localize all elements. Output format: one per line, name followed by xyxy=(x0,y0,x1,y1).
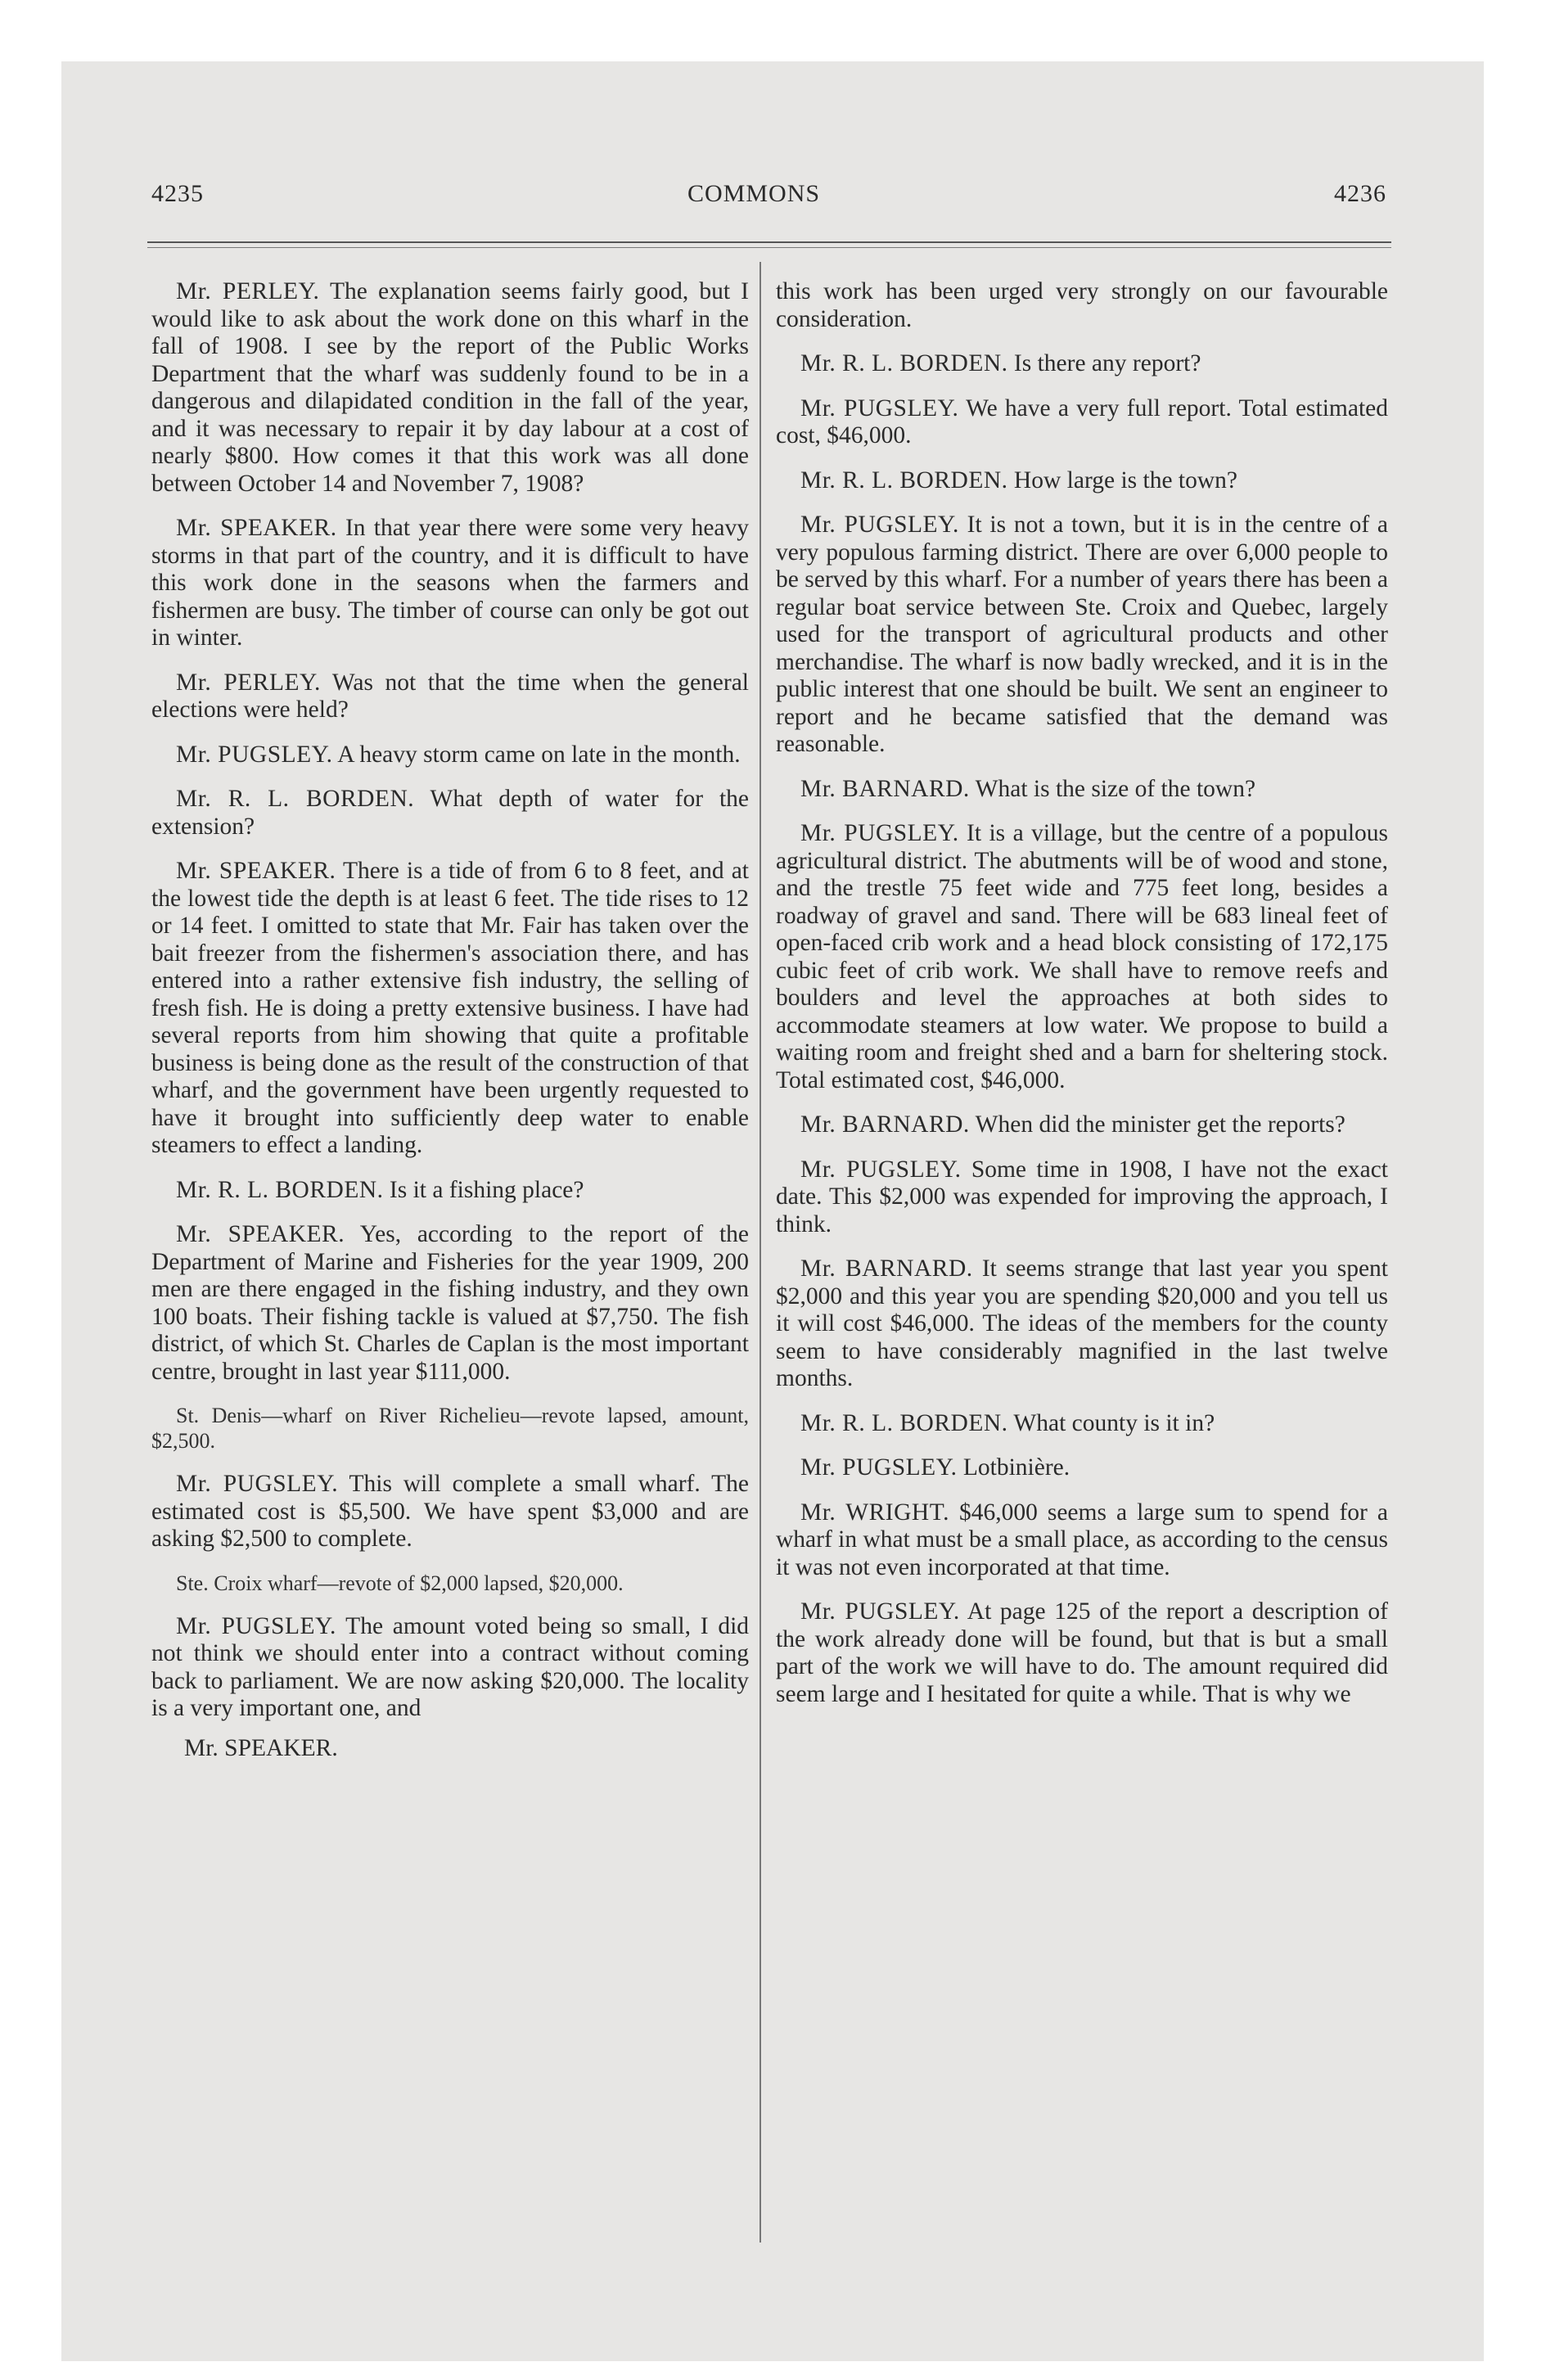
speech-paragraph xyxy=(776,395,1388,450)
estimate-item: Ste. Croix wharf—revote of $2,000 lapsed, $20,000. xyxy=(176,1571,624,1595)
trailing-speaker: Mr. SPEAKER. xyxy=(184,1734,338,1761)
speaker-name: Mr. WRIGHT. xyxy=(800,1499,949,1526)
speaker-name: Mr. PERLEY. xyxy=(176,278,320,304)
speech-paragraph xyxy=(776,1499,1388,1582)
speech-paragraph xyxy=(776,1598,1388,1708)
speaker-name: Mr. R. L. BORDEN. xyxy=(800,1409,1008,1436)
estimate-item: St. Denis—wharf on River Richelieu—revote lapsed, amount, $2,500. xyxy=(151,1404,749,1453)
speech-paragraph xyxy=(776,1454,1388,1482)
speech-text: What depth of water for the extension? xyxy=(151,786,749,840)
page-title: COMMONS xyxy=(687,180,821,207)
speech-text: It seems strange that last year you spent $2,000 and this year you are spending $20,000 and you tell us it will cost $46,000. The ideas of the members for the county seem to have considerably magnified in the last twelve months. xyxy=(776,1255,1388,1391)
speaker-name: Mr. BARNARD. xyxy=(800,1255,973,1282)
speaker-name: Mr. BARNARD. xyxy=(800,1111,970,1138)
speech-text: Lotbinière. xyxy=(962,1454,1070,1481)
speaker-name: Mr. PUGSLEY. xyxy=(176,1471,339,1497)
speech-paragraph xyxy=(151,1221,749,1386)
speaker-name: Mr. PUGSLEY. xyxy=(176,741,333,768)
speech-paragraph xyxy=(776,1255,1388,1393)
speech-text: Is it a fishing place? xyxy=(389,1176,584,1203)
left-column xyxy=(151,278,749,1779)
speech-paragraph xyxy=(151,858,749,1160)
speech-text: At page 125 of the report a description of the work already done will be found, but that is but a small part of the work we will have to do. The amount required did seem large and I hesitated for quite a while. That is why we xyxy=(776,1598,1388,1707)
speech-text: What county is it in? xyxy=(1013,1409,1215,1436)
speech-text: $46,000 seems a large sum to spend for a wharf in what must be a small place, as according to the census it was not even incorporated at that time. xyxy=(776,1499,1388,1580)
speech-paragraph xyxy=(151,786,749,841)
speaker-name: Mr. PERLEY. xyxy=(176,669,321,696)
speech-text: Some time in 1908, I have not the exact date. This $2,000 was expended for improving the approach, I think. xyxy=(776,1156,1388,1237)
header-rule xyxy=(147,241,1391,243)
speaker-name: Mr. SPEAKER. xyxy=(176,515,337,541)
speaker-name: Mr. PUGSLEY. xyxy=(800,512,959,538)
speaker-name: Mr. PUGSLEY. xyxy=(800,1598,960,1625)
speech-text: Was not that the time when the general elections were held? xyxy=(151,669,750,723)
speech-text: The explanation seems fairly good, but I would like to ask about the work done on this wharf in the fall of 1908. I see by the report of the Public Works Department that the wharf was suddenly found to be in a dangerous and dilapidated condition in the fall of the year, and it was necessary to repair it by day labour at a cost of nearly $800. How comes it that this work was all done between October 14 and November 7, 1908? xyxy=(151,278,750,497)
speaker-name: Mr. SPEAKER. xyxy=(176,1221,345,1247)
left-page-number: 4235 xyxy=(151,180,204,207)
speech-paragraph xyxy=(151,1471,749,1553)
speech-paragraph xyxy=(776,820,1388,1094)
speaker-name: Mr. PUGSLEY. xyxy=(176,1612,336,1639)
speech-paragraph xyxy=(776,467,1388,495)
speech-text: A heavy storm came on late in the month. xyxy=(337,741,741,768)
speech-paragraph xyxy=(151,669,749,724)
speaker-name: Mr. PUGSLEY. xyxy=(800,1454,958,1481)
speech-text: In that year there were some very heavy storms in that part of the country, and it is difficult to have this work done in the seasons when the farmers and fishermen are busy. The timber of course can only be got out in winter. xyxy=(151,515,750,651)
speech-paragraph xyxy=(151,1177,749,1205)
speaker-name: Mr. BARNARD. xyxy=(800,775,970,802)
speech-text: The amount voted being so small, I did not think we should enter into a contract without coming back to parliament. We are now asking $20,000. The locality is a very important one, and xyxy=(151,1612,750,1721)
speech-paragraph xyxy=(776,278,1388,333)
speech-text: This will complete a small wharf. The estimated cost is $5,500. We have spent $3,000 and are asking $2,500 to complete. xyxy=(151,1471,750,1552)
speaker-name: Mr. PUGSLEY. xyxy=(800,1156,962,1183)
speech-text: There is a tide of from 6 to 8 feet, and at the lowest tide the depth is at least 6 feet. The tide rises to 12 or 14 feet. I omitted to state that Mr. Fair has taken over the bait freezer from the fishermen's association there, and has entered into a rather extensive fish industry, the selling of fresh fish. He is doing a pretty extensive business. I have had several reports from him showing that quite a profitable business is being done as the result of the construction of that wharf, and the government have been urgently requested to have it brought into sufficiently deep water to enable steamers to effect a landing. xyxy=(151,858,749,1158)
speaker-name: Mr. R. L. BORDEN. xyxy=(176,786,415,812)
header-rule-thin xyxy=(147,247,1391,248)
speech-paragraph xyxy=(151,515,749,652)
speech-text: We have a very full report. Total estimated cost, $46,000. xyxy=(776,394,1389,449)
speaker-name: Mr. R. L. BORDEN. xyxy=(800,350,1008,376)
speech-text: It is a village, but the centre of a populous agricultural district. The abutments will be of wood and stone, and the trestle 75 feet wide and 775 feet long, besides a roadway of gravel and sand. There will be 683 lineal feet of open-faced crib work and a head block consisting of 172,175 cubic feet of crib work. We shall have to remove reefs and boulders and level the approaches at both sides to accommodate steamers at low water. We propose to build a waiting room and freight shed and a barn for sheltering stock. Total estimated cost, $46,000. xyxy=(776,820,1388,1093)
speaker-name: Mr. PUGSLEY. xyxy=(800,820,959,846)
column-divider xyxy=(759,262,761,2243)
speech-text: Is there any report? xyxy=(1013,350,1201,376)
speech-text: When did the minister get the reports? xyxy=(975,1111,1345,1138)
speech-paragraph xyxy=(151,741,749,769)
speaker-name: Mr. R. L. BORDEN. xyxy=(800,467,1008,494)
speech-paragraph xyxy=(776,776,1388,804)
speech-paragraph xyxy=(776,350,1388,378)
speech-text: What is the size of the town? xyxy=(975,775,1256,802)
speech-paragraph xyxy=(776,1111,1388,1139)
speaker-name: Mr. PUGSLEY. xyxy=(800,394,959,421)
right-page-number: 4236 xyxy=(1334,180,1386,207)
speech-paragraph xyxy=(776,1410,1388,1438)
speech-paragraph xyxy=(776,1156,1388,1239)
speech-text: this work has been urged very strongly on our favourable consideration. xyxy=(776,278,1388,332)
speech-paragraph xyxy=(151,1613,749,1723)
speech-text: It is not a town, but it is in the centre of a very populous farming district. There are over 6,000 people to be served by this wharf. For a number of years there has been a regular boat service between Ste. Croix and Quebec, largely used for the transport of agricultural products and other merchandise. The wharf is now badly wrecked, and it is in the public interest that one should be built. We sent an engineer to report and he became satisfied that the demand was reasonable. xyxy=(776,512,1389,757)
speech-text: Yes, according to the report of the Department of Marine and Fisheries for the year 1909, 200 men are there engaged in the fishing industry, and they own 100 boats. Their fishing tackle is valued at $7,750. The fish district, of which St. Charles de Caplan is the most important centre, brought in last year $111,000. xyxy=(151,1221,749,1385)
speaker-name: Mr. R. L. BORDEN. xyxy=(176,1176,384,1203)
speech-paragraph xyxy=(776,512,1388,759)
speech-text: How large is the town? xyxy=(1013,467,1238,494)
speech-paragraph xyxy=(151,278,749,498)
right-column xyxy=(776,278,1388,1725)
speaker-name: Mr. SPEAKER. xyxy=(176,858,336,884)
